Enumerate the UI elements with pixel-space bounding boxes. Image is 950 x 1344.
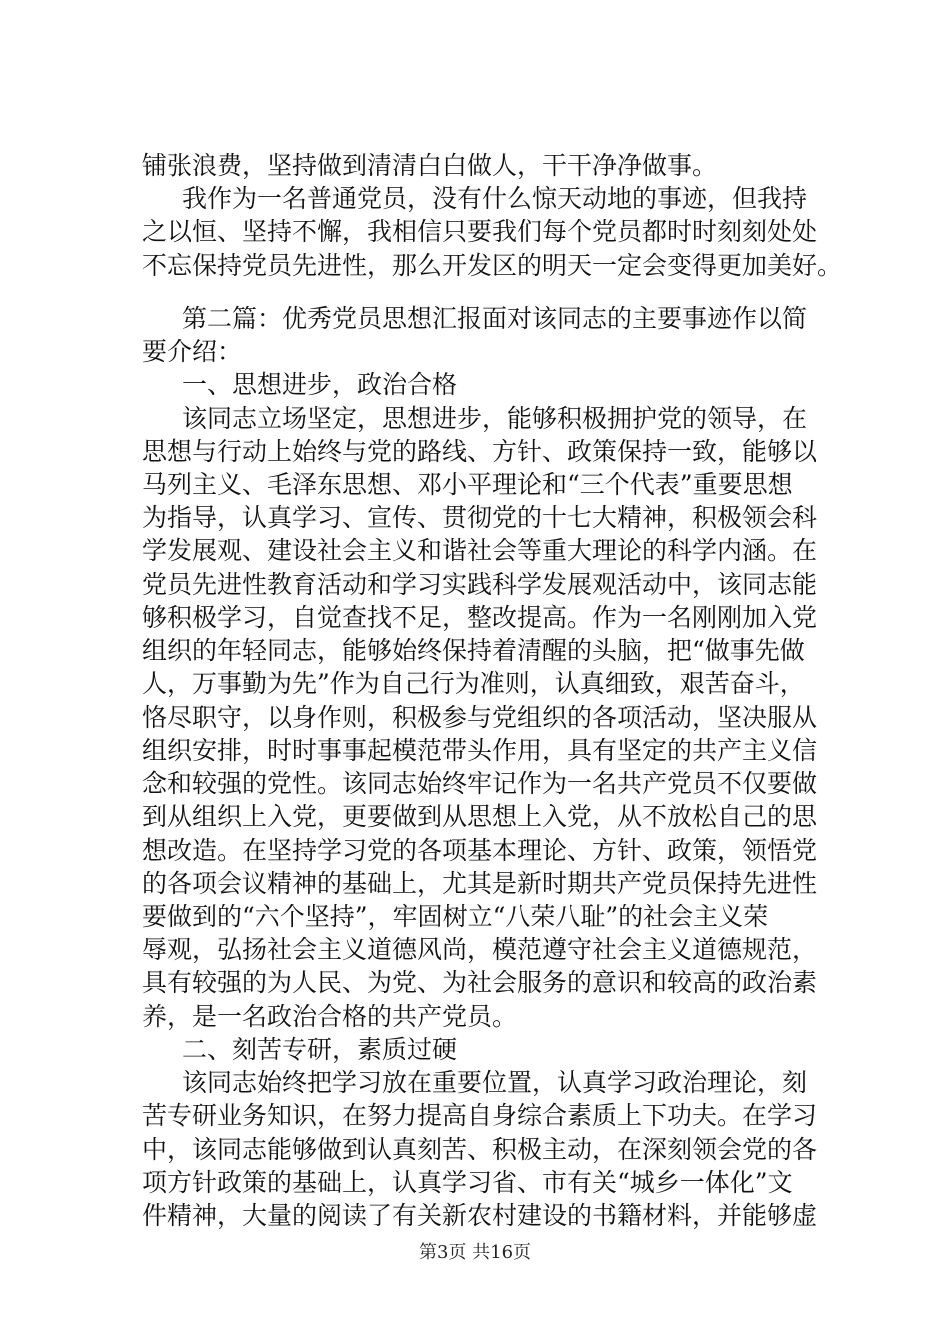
- body-line: 苦专研业务知识，在努力提高自身综合素质上下功夫。在学习: [142, 1101, 818, 1130]
- body-line: 之以恒、坚持不懈，我相信只要我们每个党员都时时刻刻处处: [142, 217, 818, 246]
- body-line: 件精神，大量的阅读了有关新农村建设的书籍材料，并能够虚: [142, 1201, 818, 1230]
- subheading: 一、思想进步，政治合格: [182, 370, 458, 399]
- body-line: 想改造。在坚持学习党的各项基本理论、方针、政策，领悟党: [142, 836, 818, 865]
- body-line: 中，该同志能够做到认真刻苦、积极主动，在深刻领会党的各: [142, 1135, 818, 1164]
- body-line: 念和较强的党性。该同志始终牢记作为一名共产党员不仅要做: [142, 769, 818, 798]
- body-line: 党员先进性教育活动和学习实践科学发展观活动中，该同志能: [142, 570, 818, 599]
- body-line: 马列主义、毛泽东思想、邓小平理论和“三个代表”重要思想: [142, 470, 793, 499]
- body-line: 到从组织上入党，更要做到从思想上入党，从不放松自己的思: [142, 802, 818, 831]
- body-line: 辱观，弘扬社会主义道德风尚，模范遵守社会主义道德规范，: [142, 935, 818, 964]
- body-line: 人，万事勤为先”作为自己行为准则，认真细致，艰苦奋斗，: [142, 669, 805, 698]
- body-line: 我作为一名普通党员，没有什么惊天动地的事迹，但我持: [182, 184, 808, 213]
- body-line: 组织安排，时时事事起模范带头作用，具有坚定的共产主义信: [142, 736, 818, 765]
- page-footer: 第3页 共16页: [418, 1242, 532, 1263]
- body-line: 项方针政策的基础上，认真学习省、市有关“城乡一体化”文: [142, 1168, 793, 1197]
- body-line: 的各项会议精神的基础上，尤其是新时期共产党员保持先进性: [142, 869, 818, 898]
- body-line: 思想与行动上始终与党的路线、方针、政策保持一致，能够以: [142, 437, 818, 466]
- body-line: 恪尽职守，以身作则，积极参与党组织的各项活动，坚决服从: [142, 703, 818, 732]
- section-title-line: 要介绍：: [142, 337, 243, 366]
- body-line: 具有较强的为人民、为党、为社会服务的意识和较高的政治素: [142, 968, 818, 997]
- section-title-line: 第二篇：优秀党员思想汇报面对该同志的主要事迹作以简: [182, 304, 808, 333]
- body-line: 要做到的“六个坚持”，牢固树立“八荣八耻”的社会主义荣: [142, 902, 769, 931]
- body-line: 该同志始终把学习放在重要位置，认真学习政治理论，刻: [182, 1068, 808, 1097]
- body-line: 铺张浪费，坚持做到清清白白做人，干干净净做事。: [142, 151, 718, 180]
- body-line: 不忘保持党员先进性，那么开发区的明天一定会变得更加美好。: [142, 251, 842, 280]
- body-line: 学发展观、建设社会主义和谐社会等重大理论的科学内涵。在: [142, 536, 818, 565]
- body-line: 养，是一名政治合格的共产党员。: [142, 1002, 518, 1031]
- subheading: 二、刻苦专研，素质过硬: [182, 1035, 458, 1064]
- body-line: 该同志立场坚定，思想进步，能够积极拥护党的领导，在: [182, 404, 808, 433]
- body-line: 够积极学习，自觉查找不足，整改提高。作为一名刚刚加入党: [142, 603, 818, 632]
- body-line: 为指导，认真学习、宣传、贯彻党的十七大精神，积极领会科: [142, 503, 818, 532]
- body-line: 组织的年轻同志，能够始终保持着清醒的头脑，把“做事先做: [142, 636, 805, 665]
